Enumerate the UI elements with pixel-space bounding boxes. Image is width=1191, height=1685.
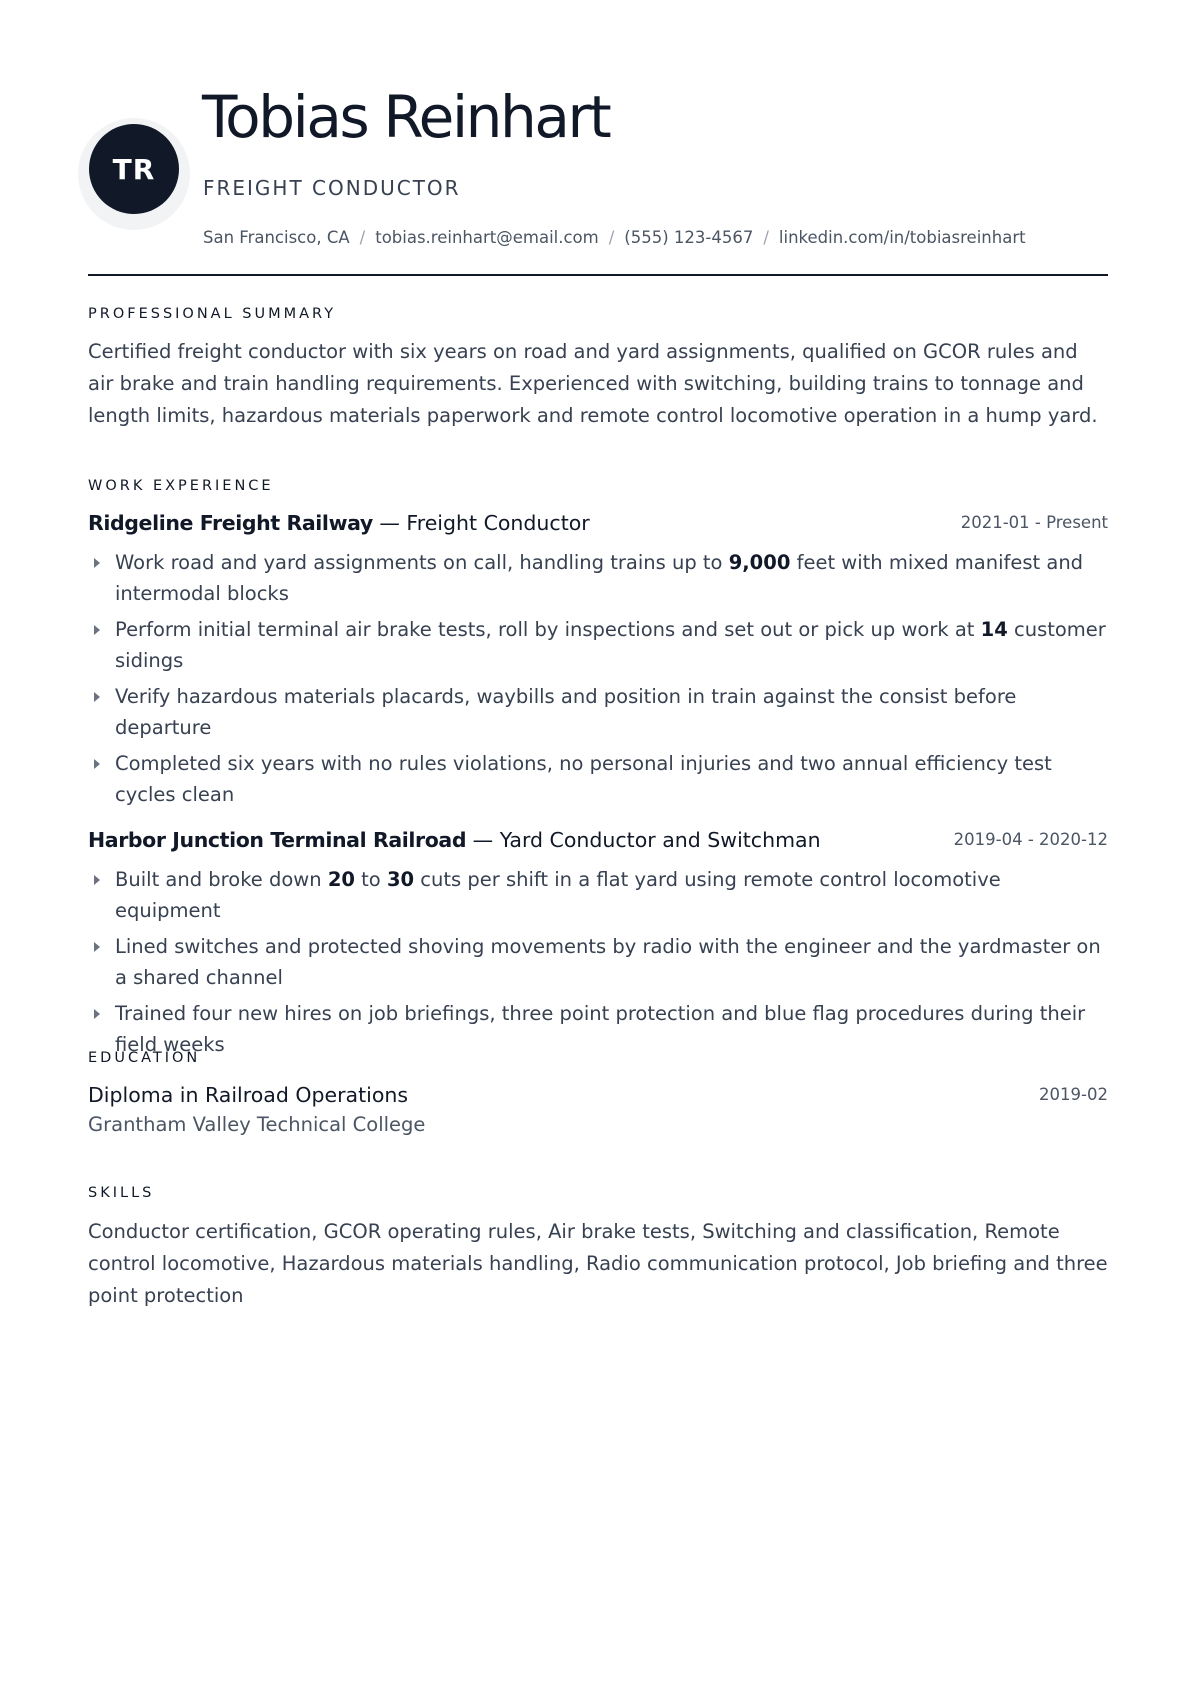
header-divider [88, 274, 1108, 276]
job-bullet: Built and broke down 20 to 30 cuts per shift in a flat yard using remote control locomotive equipment [88, 864, 1108, 926]
job-company: Ridgeline Freight Railway [88, 511, 373, 535]
bullet-arrow-icon [94, 692, 100, 702]
contact-phone[interactable]: (555) 123-4567 [624, 228, 754, 247]
experience-section [88, 478, 1108, 1065]
contact-email[interactable]: tobias.reinhart@email.com [375, 228, 599, 247]
job-header [88, 828, 1108, 858]
job-bullet: Completed six years with no rules violations, no personal injuries and two annual efficiency test cycles clean [88, 748, 1108, 810]
job-entry [88, 511, 1108, 810]
section-title-education: EDUCATION [88, 1050, 201, 1066]
skills-text: Conductor certification, GCOR operating rules, Air brake tests, Switching and classification, Remote control locomotive, Hazardous materials handling, Radio communication protocol, Job briefing and three point protection [88, 1220, 1108, 1307]
job-bullets [88, 547, 1108, 810]
bullet-arrow-icon [94, 759, 100, 769]
section-title-skills: SKILLS [88, 1185, 155, 1201]
section-title-summary: PROFESSIONAL SUMMARY [88, 306, 337, 322]
job-bullet: Perform initial terminal air brake tests, roll by inspections and set out or pick up work at 14 customer sidings [88, 614, 1108, 676]
job-role: Freight Conductor [406, 511, 590, 535]
bullet-arrow-icon [94, 875, 100, 885]
job-header [88, 511, 1108, 541]
job-dash: — [466, 828, 500, 852]
contact-line [203, 228, 1026, 247]
contact-linkedin[interactable]: linkedin.com/in/tobiasreinhart [778, 228, 1026, 247]
job-bullet: Verify hazardous materials placards, waybills and position in train against the consist before departure [88, 681, 1108, 743]
bullet-arrow-icon [94, 1009, 100, 1019]
bullet-arrow-icon [94, 625, 100, 635]
contact-separator: / [359, 228, 366, 247]
job-dash: — [372, 511, 407, 535]
job-dates: 2019-04 - 2020-12 [953, 830, 1108, 849]
contact-location: San Francisco, CA [203, 228, 350, 247]
summary-section [88, 306, 1108, 432]
education-section [88, 1050, 1108, 1136]
candidate-name: Tobias Reinhart [202, 83, 610, 151]
avatar: TR [89, 124, 179, 214]
bullet-arrow-icon [94, 942, 100, 952]
job-bullet: Trained four new hires on job briefings, three point protection and blue flag procedures during their field weeks [88, 998, 1108, 1060]
job-role: Yard Conductor and Switchman [499, 828, 821, 852]
education-degree: Diploma in Railroad Operations [88, 1083, 409, 1107]
section-title-experience: WORK EXPERIENCE [88, 478, 274, 494]
contact-separator: / [608, 228, 615, 247]
job-entry [88, 828, 1108, 1060]
education-date: 2019-02 [1039, 1085, 1108, 1104]
education-header [88, 1083, 1108, 1113]
job-bullet: Lined switches and protected shoving movements by radio with the engineer and the yardmaster on a shared channel [88, 931, 1108, 993]
job-bullet: Work road and yard assignments on call, handling trains up to 9,000 feet with mixed manifest and intermodal blocks [88, 547, 1108, 609]
education-school: Grantham Valley Technical College [88, 1113, 426, 1136]
candidate-title: FREIGHT CONDUCTOR [203, 176, 461, 200]
job-bullets [88, 864, 1108, 1060]
contact-separator: / [763, 228, 769, 247]
job-dates: 2021-01 - Present [960, 513, 1108, 532]
skills-section [88, 1185, 1108, 1312]
job-company: Harbor Junction Terminal Railroad [88, 828, 467, 852]
summary-text: Certified freight conductor with six years on road and yard assignments, qualified on GCOR rules and air brake and train handling requirements. Experienced with switching, building trains to tonnage and length limits, hazardous materials paperwork and remote control locomotive operation in a hump yard. [88, 340, 1098, 427]
bullet-arrow-icon [94, 558, 100, 568]
